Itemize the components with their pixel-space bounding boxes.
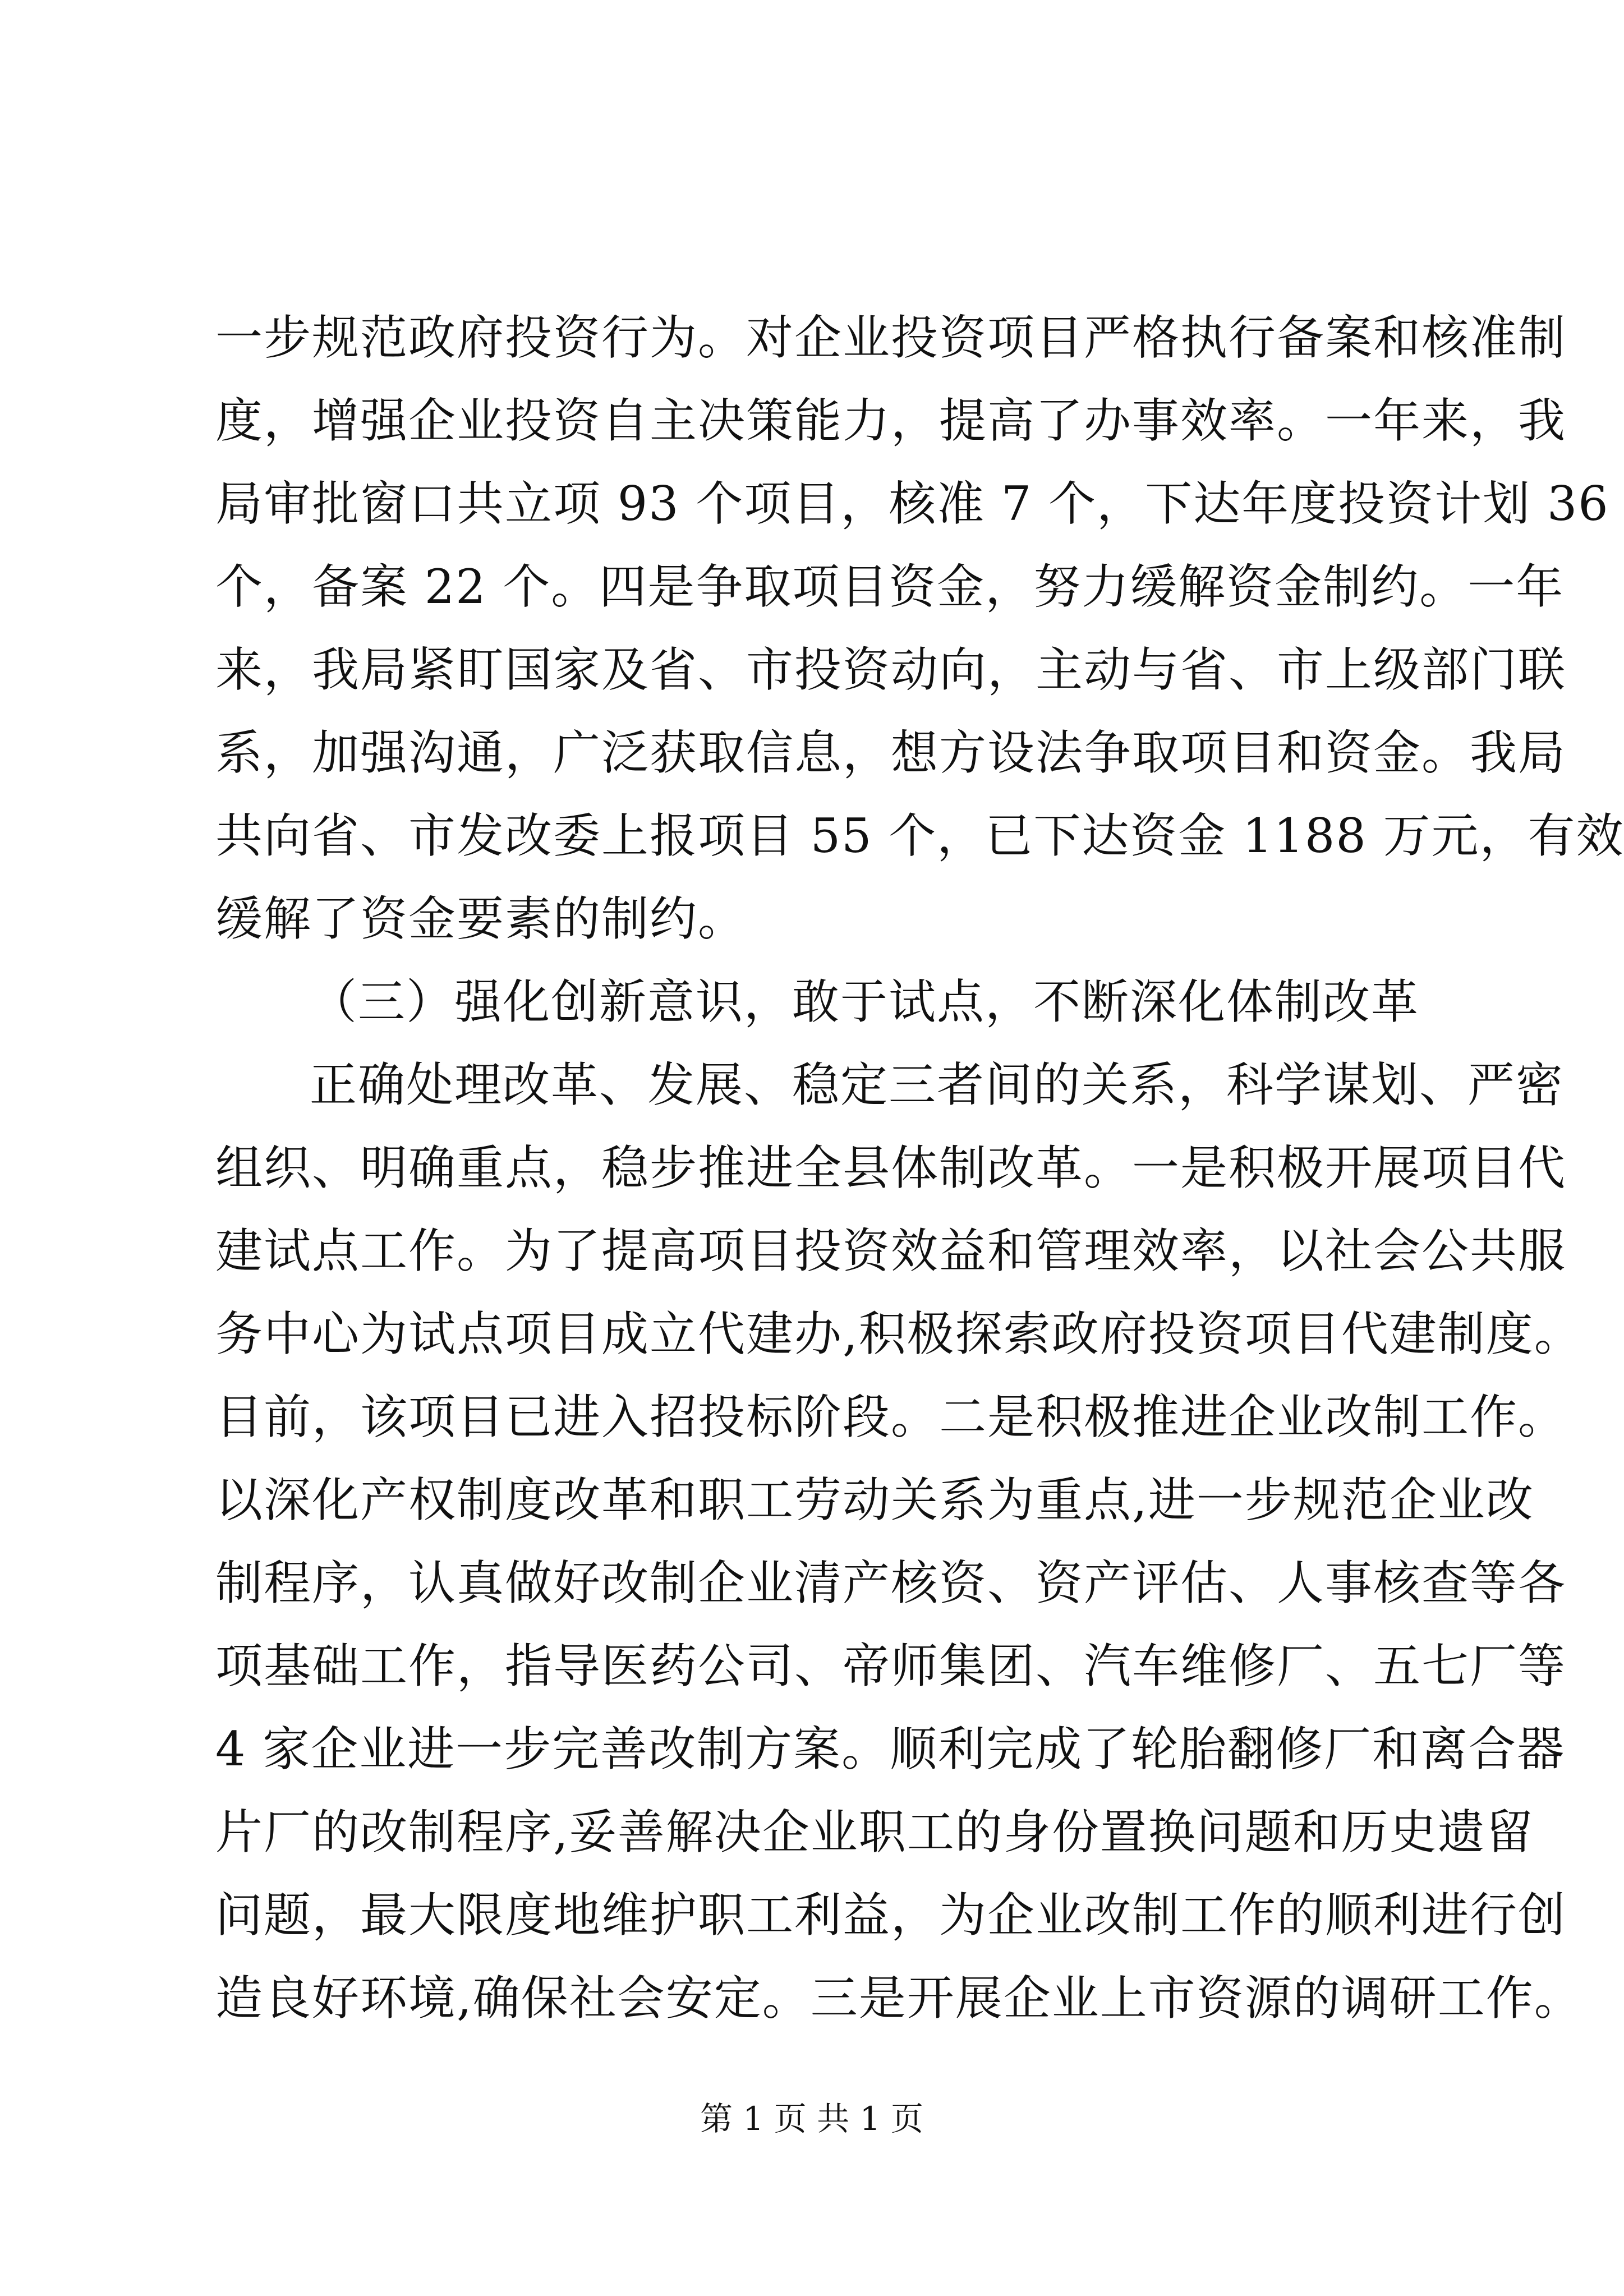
- text-line: 制程序，认真做好改制企业清产核资、资产评估、人事核查等各: [215, 1556, 1567, 1611]
- text-line: 务中心为试点项目成立代建办,积极探索政府投资项目代建制度。: [215, 1306, 1582, 1361]
- text-line: 组织、明确重点，稳步推进全县体制改革。一是积极开展项目代: [215, 1140, 1567, 1195]
- text-line: 共向省、市发改委上报项目 55 个，已下达资金 1188 万元，有效: [215, 808, 1624, 863]
- text-line: 目前，该项目已进入招投标阶段。二是积极推进企业改制工作。: [215, 1389, 1567, 1444]
- section-heading: （三）强化创新意识，敢于试点，不断深化体制改革: [310, 974, 1420, 1029]
- text-line: 4 家企业进一步完善改制方案。顺利完成了轮胎翻修厂和离合器: [215, 1722, 1566, 1777]
- text-line: 局审批窗口共立项 93 个项目，核准 7 个，下达年度投资计划 36: [215, 476, 1609, 531]
- text-line: 系，加强沟通，广泛获取信息，想方设法争取项目和资金。我局: [215, 725, 1567, 780]
- text-line: 以深化产权制度改革和职工劳动关系为重点,进一步规范企业改: [215, 1473, 1534, 1527]
- text-line: 造良好环境,确保社会安定。三是开展企业上市资源的调研工作。: [215, 1971, 1582, 2026]
- text-line: 缓解了资金要素的制约。: [215, 891, 747, 946]
- text-line: 度，增强企业投资自主决策能力，提高了办事效率。一年来，我: [215, 393, 1567, 448]
- page-footer: 第 1 页 共 1 页: [700, 2100, 923, 2138]
- text-line: 问题，最大限度地维护职工利益，为企业改制工作的顺利进行创: [215, 1888, 1567, 1943]
- text-line: 项基础工作，指导医药公司、帝师集团、汽车维修厂、五七厂等: [215, 1639, 1567, 1694]
- paragraph-first-line: 正确处理改革、发展、稳定三者间的关系，科学谋划、严密: [310, 1057, 1565, 1112]
- text-line: 一步规范政府投资行为。对企业投资项目严格执行备案和核准制: [215, 310, 1567, 365]
- text-line: 片厂的改制程序,妥善解决企业职工的身份置换问题和历史遗留: [215, 1805, 1534, 1860]
- text-line: 来，我局紧盯国家及省、市投资动向，主动与省、市上级部门联: [215, 642, 1567, 697]
- text-line: 建试点工作。为了提高项目投资效益和管理效率，以社会公共服: [215, 1223, 1567, 1278]
- text-line: 个，备案 22 个。四是争取项目资金，努力缓解资金制约。一年: [215, 559, 1565, 614]
